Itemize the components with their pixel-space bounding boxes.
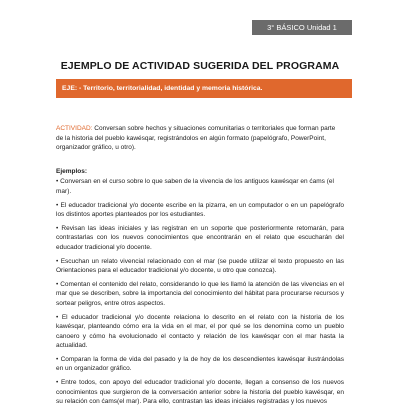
activity-label: ACTIVIDAD: — [56, 125, 93, 132]
example-item: • Comparan la forma de vida del pasado y la de hoy de los descendientes kawésqar ilustrándolas en un organizador gráfico. — [56, 355, 344, 373]
example-item: • Escuchan un relato vivencial relacionado con el mar (se puede utilizar el texto propuesto en las Orientaciones para el educador tradicional y/o docente, u otro que conozca). — [56, 257, 344, 275]
examples-heading: Ejemplos: — [56, 167, 88, 175]
eje-banner: EJE: - Territorio, territorialidad, identidad y memoria histórica. — [56, 79, 352, 98]
example-item: • Revisan las ideas iniciales y las registran en un soporte que posteriormente retomarán, para contrastarlas con los nuevos conocimientos que encontrarán en el relato que escucharán del educador tradicional y/o docente. — [56, 224, 344, 251]
example-item: • Conversan en el curso sobre lo que saben de la vivencia de los antiguos kawésqar en ćams (el mar). — [56, 178, 334, 195]
activity-text: Conversan sobre hechos y situaciones comunitarias o territoriales que forman parte de la historia del pueblo kawésqar, registrándolos en algún formato (papelógrafo, PowerPoint, organizador gráfico, u otro). — [56, 125, 336, 152]
example-item: • Entre todos, con apoyo del educador tradicional y/o docente, llegan a consenso de los nuevos conocimientos que surgieron de la conversación anterior sobre la historia del pueblo kawésqar, en su relación con ćams(el mar). Para ello, contrastan las ideas iniciales registradas y los nuevos — [56, 379, 344, 406]
page-title: EJEMPLO DE ACTIVIDAD SUGERIDA DEL PROGRAMA — [60, 60, 340, 72]
example-item: • El educador tradicional y/o docente relaciona lo descrito en el relato con la historia de los kawésqar, planteando cómo era la vida en el mar, el por qué se los denomina como un pueblo canoero y cómo ha evolucionado el contacto y relación de los kawésqar con el mar hasta la actualidad. — [56, 313, 344, 350]
activity-paragraph — [56, 124, 344, 153]
activity-content — [56, 124, 344, 407]
example-item: • Comentan el contenido del relato, considerando lo que les llamó la atención de las vivencias en el mar que se describen, sobre la importancia del conocimiento del hábitat para procurarse recursos y sortear peligros, entre otros aspectos. — [56, 280, 344, 307]
example-item: • El educador tradicional y/o docente escribe en la pizarra, en un computador o en un papelógrafo los distintos aportes planteados por los estudiantes. — [56, 201, 344, 219]
grade-unit-badge: 3° BÁSICO Unidad 1 — [252, 20, 352, 35]
